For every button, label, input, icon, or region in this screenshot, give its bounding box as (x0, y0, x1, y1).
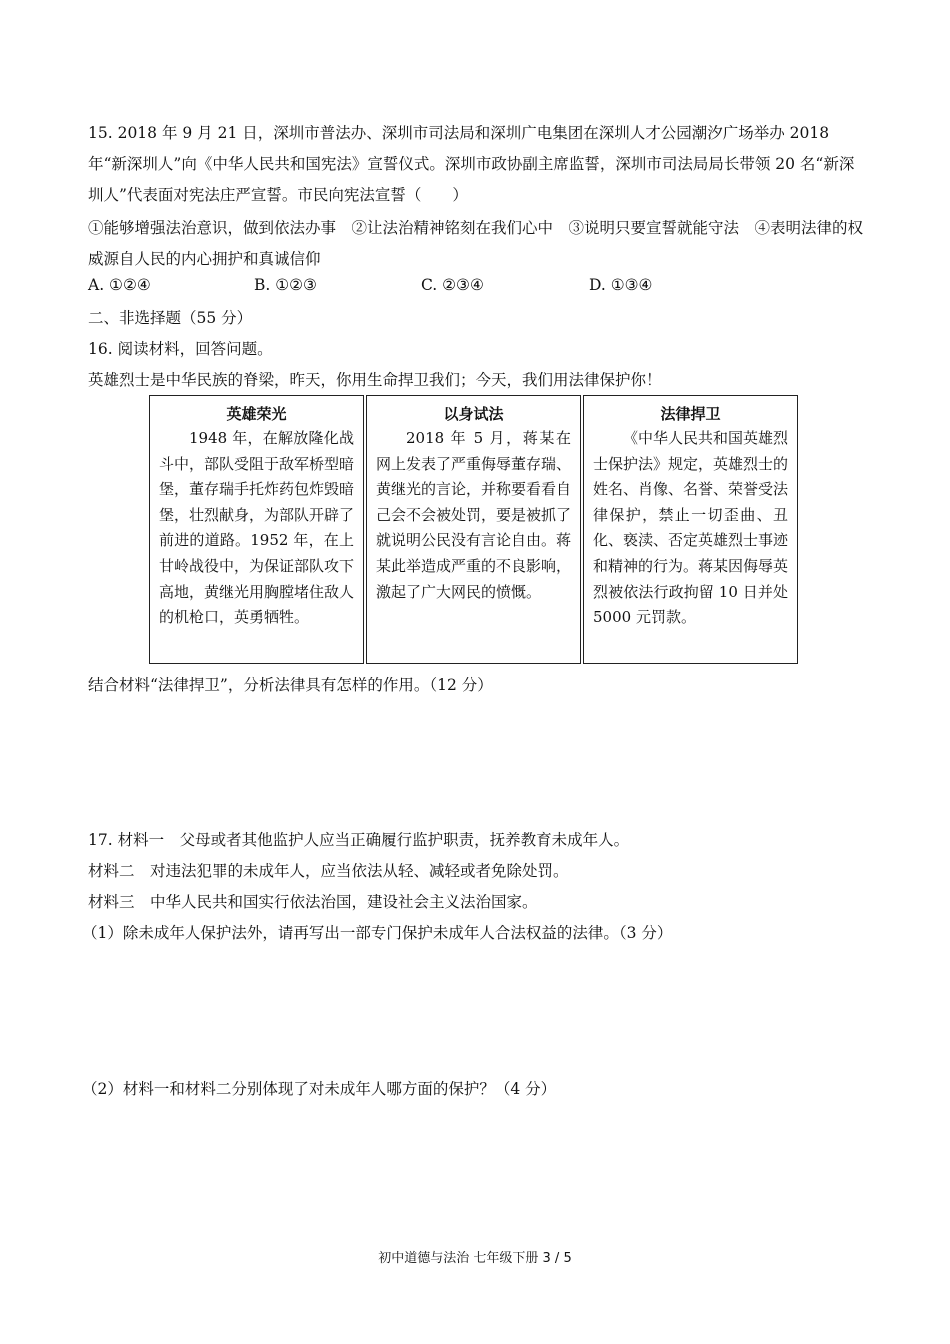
box-body: 1948 年，在解放隆化战斗中，部队受阻于敌军桥型暗堡，董存瑞手托炸药包炸毁暗堡，壮烈献身，为部队开辟了前进的道路。1952 年，在上甘岭战役中，为保证部队攻下高地，黄继光用胸膛堵住敌人的机枪口，英勇牺牲。 (159, 429, 355, 627)
box-title: 以身试法 (443, 405, 504, 423)
box-body: 《中华人民共和国英雄烈士保护法》规定，英雄烈士的姓名、肖像、名誉、荣誉受法律保护，禁止一切歪曲、丑化、亵渎、否定英雄烈士事迹和精神的行为。蒋某因侮辱英烈被依法行政拘留 10 日并处 5000 元罚款。 (593, 429, 789, 627)
question-15-stem: 15. 2018 年 9 月 21 日，深圳市普法办、深圳市司法局和深圳广电集团在深圳人才公园潮汐广场举办 2018 年“新深圳人”向《中华人民共和国宪法》宣誓仪式。深圳市政协副主席监誓，深圳市司法局局长带领 20 名“新深圳人”代表面对宪法庄严宣誓。市民向宪法宣誓（ ） (88, 124, 855, 204)
question-17-sub-1: （1）除未成年人保护法外，请再写出一部专门保护未成年人合法权益的法律。（3 分） (82, 924, 673, 942)
question-15-statements: ①能够增强法治意识，做到依法办事 ②让法治精神铭刻在我们心中 ③说明只要宣誓就能守法 ④表明法律的权威源自人民的内心拥护和真诚信仰 (88, 219, 864, 268)
question-16-prompt: 结合材料“法律捍卫”，分析法律具有怎样的作用。（12 分） (88, 676, 493, 694)
option-d: D. ①③④ (589, 276, 653, 294)
question-16-intro: 16. 阅读材料，回答问题。 (88, 340, 273, 358)
question-15-options (88, 276, 788, 298)
option-c: C. ②③④ (421, 276, 484, 294)
box-body: 2018 年 5 月，蒋某在网上发表了严重侮辱董存瑞、黄继光的言论，并称要看看自己会不会被处罚，要是被抓了就说明公民没有言论自由。蒋某此举造成严重的不良影响，激起了广大网民的愤慨。 (376, 429, 572, 601)
question-17-material-1: 17. 材料一 父母或者其他监护人应当正确履行监护职责，抚养教育未成年人。 (88, 831, 630, 849)
question-16-lead: 英雄烈士是中华民族的脊梁，昨天，你用生命捍卫我们；今天，我们用法律保护你！ (88, 371, 662, 389)
box-title: 英雄荣光 (226, 405, 287, 423)
question-17-sub-2: （2）材料一和材料二分别体现了对未成年人哪方面的保护？（4 分） (82, 1080, 557, 1098)
material-box-law-defense (583, 395, 798, 664)
material-box-test-law (366, 395, 581, 664)
option-b: B. ①②③ (254, 276, 317, 294)
page-footer: 初中道德与法治 七年级下册 3 / 5 (378, 1251, 572, 1266)
section-title: 二、非选择题（55 分） (88, 309, 253, 327)
option-a: A. ①②④ (88, 276, 151, 294)
box-title: 法律捍卫 (660, 405, 721, 423)
material-box-hero-glory (149, 395, 364, 664)
question-17-material-3: 材料三 中华人民共和国实行依法治国，建设社会主义法治国家。 (88, 893, 538, 911)
question-17-material-2: 材料二 对违法犯罪的未成年人，应当依法从轻、减轻或者免除处罚。 (88, 862, 569, 880)
